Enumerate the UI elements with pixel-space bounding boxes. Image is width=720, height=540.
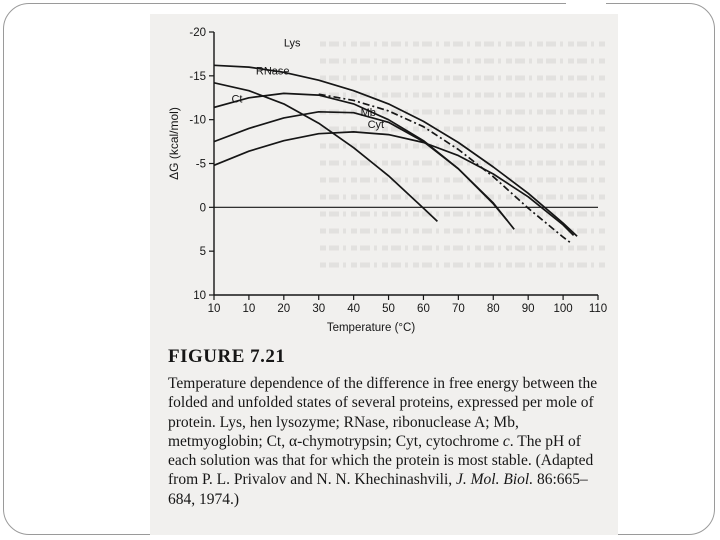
y-axis-title: ΔG (kcal/mol) <box>167 107 181 180</box>
series-line-lys <box>214 65 577 236</box>
x-tick-label: 10 <box>207 303 221 315</box>
caption-text-part-2: . The pH of each solution was that for which the protein is most stable. (Adapted from P. L. Privalov and N. N. Khechinashvili, <box>168 432 594 489</box>
caption-text-part-3: 86:665–684, 1974.) <box>168 471 588 508</box>
x-tick-label: 70 <box>451 303 465 315</box>
caption-italic-c: c <box>502 432 510 450</box>
frame-gap <box>566 0 606 12</box>
y-tick-label: -20 <box>189 27 206 39</box>
x-tick-label: 60 <box>417 303 430 315</box>
x-tick-label: 30 <box>312 303 326 315</box>
series-label-mb: Mb <box>360 106 376 119</box>
y-tick-label: 0 <box>199 202 206 215</box>
series-label-lys: Lys <box>283 37 301 50</box>
line-chart <box>150 14 618 344</box>
y-tick-label: -15 <box>189 70 206 83</box>
figure-number: FIGURE 7.21 <box>168 346 286 367</box>
caption-text-part-1: Temperature dependence of the difference in free energy between the folded and unfolded states of several proteins, expressed per mole of protein. Lys, hen lysozyme; RNase, ribonuclease A; Mb, metmyoglobin; Ct, α-chymotrypsin; Cyt, cytochrome <box>168 375 598 450</box>
y-tick-label: 5 <box>199 246 206 259</box>
series-label-ct: Ct <box>231 93 243 106</box>
series-label-cyt: Cyt <box>367 119 385 132</box>
x-tick-label: 100 <box>553 303 573 315</box>
x-tick-label: 90 <box>521 303 535 315</box>
series-label-rnase: RNase <box>255 65 290 78</box>
figure-caption <box>168 346 608 509</box>
x-tick-label: 50 <box>382 303 395 315</box>
x-tick-label: 10 <box>242 303 256 315</box>
x-tick-label: 110 <box>588 303 608 315</box>
x-tick-label: 20 <box>277 303 291 315</box>
caption-text <box>168 374 608 509</box>
scanned-figure <box>150 14 618 535</box>
caption-journal: J. Mol. Biol. <box>456 471 534 489</box>
axes-group <box>189 27 607 315</box>
y-tick-label: -10 <box>189 114 206 127</box>
x-tick-label: 40 <box>347 303 361 315</box>
x-axis-title: Temperature (°C) <box>326 322 416 334</box>
series-line-dashed-5 <box>319 94 570 242</box>
x-tick-label: 80 <box>486 303 500 315</box>
y-tick-label: 10 <box>193 290 206 302</box>
y-tick-label: -5 <box>195 158 206 171</box>
